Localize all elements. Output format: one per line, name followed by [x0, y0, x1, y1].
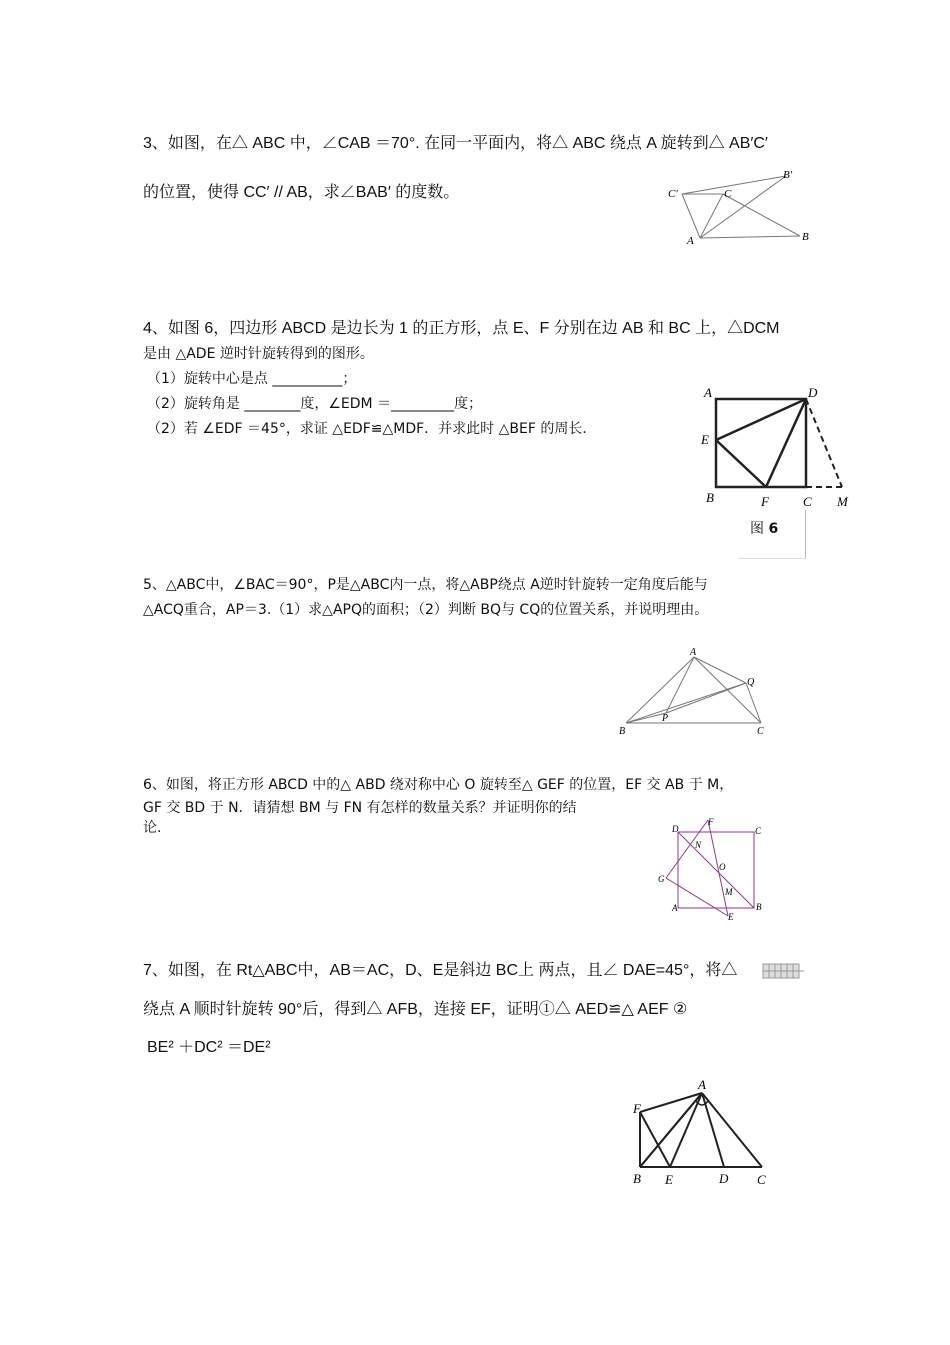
figure-7: [628, 1075, 778, 1190]
fig7-label-f: F: [633, 1101, 641, 1116]
fig7-label-c: C: [757, 1172, 766, 1187]
fig3-label-b: B: [802, 231, 809, 243]
fig6-label-o: O: [719, 862, 726, 872]
p7-line-1: 7、如图，在 Rt△ABC中，AB＝AC，D、E是斜边 BC上 两点，且∠ DAE=45°，将△: [143, 962, 738, 979]
p3-line-1: 3、如图，在△ ABC 中，∠CAB ＝70°. 在同一平面内，将△ ABC 绕点 A 旋转到△ AB′C′: [143, 135, 768, 152]
fig7-label-d: D: [719, 1171, 729, 1186]
figure-4-caption-number: 6: [768, 521, 779, 537]
p4-line-3: （1）旋转中心是点 __________；: [147, 371, 357, 387]
fig6-label-m: M: [725, 887, 733, 897]
hatched-placeholder-icon: [762, 962, 804, 980]
figure-6: [652, 812, 772, 924]
fig4-label-m: M: [837, 494, 848, 509]
fig3-label-b-prime: B′: [783, 169, 793, 181]
fig4-label-b: B: [706, 490, 714, 505]
p7-line-3: BE² ＋DC² ＝DE²: [147, 1039, 271, 1056]
fig4-label-a: A: [704, 385, 712, 400]
fig5-label-b: B: [619, 726, 626, 737]
p4-line-5: （2）若 ∠EDF ＝45°，求证 △EDF≌△MDF．并求此时 △BEF 的周长．: [147, 421, 597, 437]
p4-line-4: （2）旋转角是 ________度，∠EDM ＝_________度；: [147, 396, 483, 412]
p3-line-2: 的位置，使得 CC′ // AB，求∠BAB′ 的度数。: [143, 184, 460, 201]
fig3-label-c: C: [724, 188, 732, 200]
fig4-label-c: C: [803, 494, 812, 509]
figure-4: [696, 380, 856, 510]
figure-5: [614, 645, 774, 740]
p6-line-3: 论.: [143, 820, 162, 836]
fig6-label-c: C: [755, 826, 762, 836]
fig6-label-d: D: [672, 824, 679, 834]
figure-4-caption-prefix: 图: [750, 521, 764, 537]
fig6-label-e: E: [728, 912, 734, 922]
figure-4-caption: [750, 518, 778, 538]
fig7-label-e: E: [665, 1172, 673, 1187]
fig3-label-a: A: [687, 235, 694, 247]
p7-line-2: 绕点 A 顺时针旋转 90°后，得到△ AFB，连接 EF，证明①△ AED≌△ AEF ②: [143, 1001, 688, 1018]
fig6-label-f: F: [708, 817, 714, 827]
fig6-label-n: N: [695, 840, 702, 850]
p6-line-2: GF 交 BD 于 N．请猜想 BM 与 FN 有怎样的数量关系？并证明你的结: [143, 800, 577, 816]
p6-line-1: 6、如图，将正方形 ABCD 中的△ ABD 绕对称中心 O 旋转至△ GEF 的位置，EF 交 AB 于 M，: [143, 777, 734, 793]
fig4-label-d: D: [808, 385, 818, 400]
fig6-label-b: B: [756, 902, 762, 912]
fig6-label-g: G: [658, 874, 665, 884]
p4-line-2: 是由 △ADE 逆时针旋转得到的图形。: [143, 346, 374, 362]
figure-3: [668, 164, 818, 250]
fig5-label-p: P: [662, 713, 669, 724]
p5-line-1: 5、△ABC中，∠BAC＝90°，P是△ABC内一点，将△ABP绕点 A逆时针旋转一定角度后能与: [143, 577, 708, 593]
p4-line-1: 4、如图 6，四边形 ABCD 是边长为 1 的正方形，点 E、F 分别在边 AB 和 BC 上，△DCM: [143, 320, 780, 337]
p5-line-2: △ACQ重合，AP＝3.（1）求△APQ的面积；（2）判断 BQ与 CQ的位置关系，并说明理由。: [143, 602, 709, 618]
fig6-label-a: A: [672, 903, 678, 913]
fig4-label-e: E: [701, 432, 709, 447]
fig5-label-c: C: [757, 726, 764, 737]
fig7-label-a: A: [698, 1077, 706, 1092]
fig7-label-b: B: [633, 1171, 641, 1186]
fig4-label-f: F: [761, 494, 769, 509]
fig5-label-q: Q: [747, 677, 755, 688]
fig5-label-a: A: [690, 647, 697, 658]
fig3-label-c-prime: C′: [668, 188, 678, 200]
